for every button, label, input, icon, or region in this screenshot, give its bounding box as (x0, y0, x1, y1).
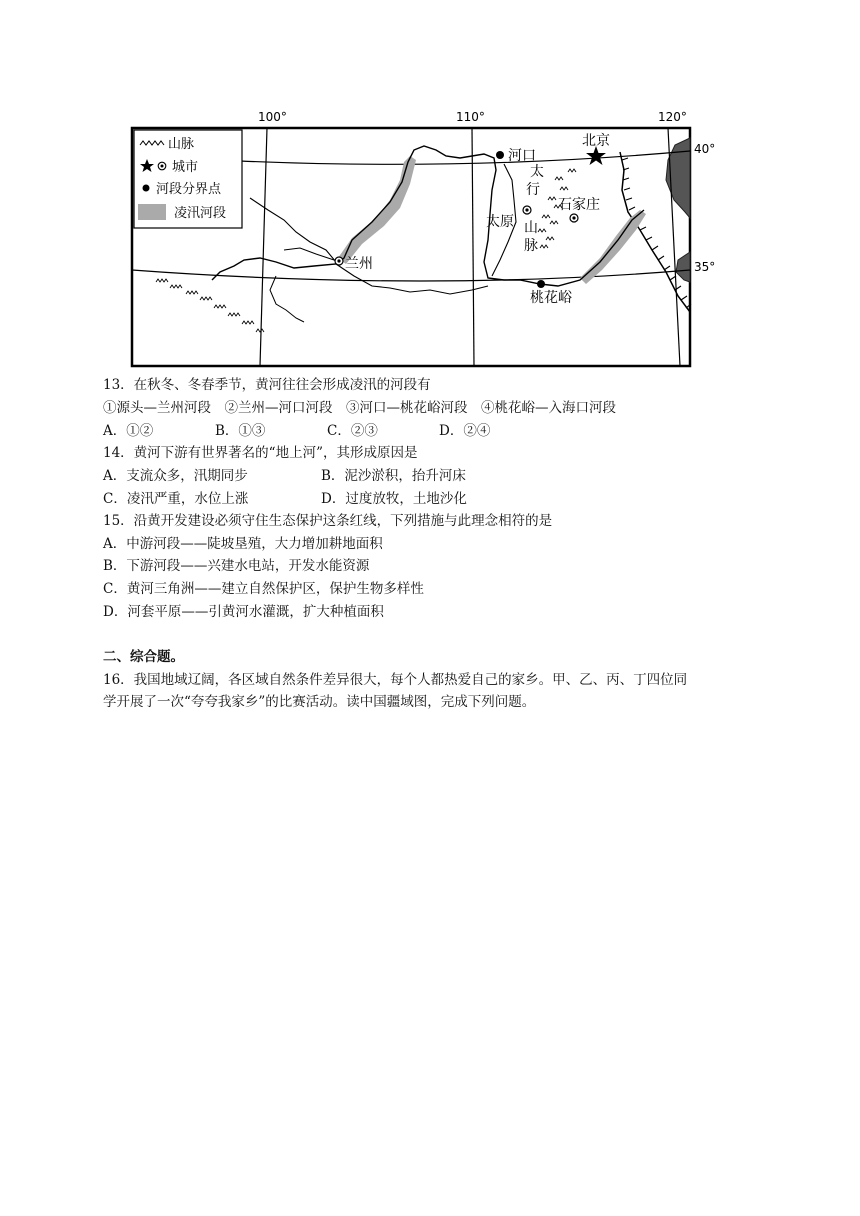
q14-option-a[interactable]: A．支流众多，汛期同步 (103, 468, 248, 484)
lanzhou-city-icon (335, 257, 343, 265)
q13-option-b[interactable]: B．①③ (215, 423, 266, 439)
label-taihang-2: 行 (526, 182, 540, 198)
longitude-label-110: 110° (456, 110, 485, 124)
yellow-river-map (100, 100, 720, 372)
shijiazhuang-city-icon (570, 214, 578, 222)
q13-option-a[interactable]: A．①② (103, 423, 154, 439)
question-14-stem: 14．黄河下游有世界著名的“地上河”，其形成原因是 (103, 445, 418, 461)
q15-option-b[interactable]: B．下游河段——兴建水电站，开发水能资源 (103, 558, 370, 574)
question-15-stem: 15．沿黄开发建设必须守住生态保护这条红线，下列措施与此理念相符的是 (103, 513, 553, 529)
hekou-point (496, 151, 504, 159)
q14-option-c[interactable]: C．凌汛严重，水位上涨 (103, 491, 249, 507)
legend-ice-jam-label: 凌汛河段 (174, 206, 227, 221)
label-lanzhou: 兰州 (345, 256, 373, 272)
question-13-options (103, 422, 490, 440)
question-16-line-2: 学开展了一次“夸夸我家乡”的比赛活动。读中国疆域图，完成下列问题。 (103, 694, 536, 710)
map-legend (134, 130, 242, 228)
label-taihang-4: 脉 (524, 238, 538, 254)
legend-mountain-label: 山脉 (168, 137, 195, 152)
q13-option-c[interactable]: C．②③ (327, 423, 378, 439)
latitude-label-40: 40° (694, 142, 716, 156)
section-2-title: 二、综合题。 (103, 649, 184, 665)
ice-jam-legend-swatch (138, 204, 166, 220)
label-taiyuan: 太原 (486, 214, 514, 230)
question-13-stem: 13．在秋冬、冬春季节，黄河往往会形成凌汛的河段有 (103, 377, 431, 393)
city-legend-icon (158, 162, 166, 170)
label-hekou: 河口 (508, 148, 536, 164)
q15-option-c[interactable]: C．黄河三角洲——建立自然保护区，保护生物多样性 (103, 581, 424, 597)
question-13-items: ①源头—兰州河段 ②兰州—河口河段 ③河口—桃花峪河段 ④桃花峪—入海口河段 (103, 400, 616, 416)
taohuayu-point (537, 280, 545, 288)
q14-option-d[interactable]: D．过度放牧，土地沙化 (321, 491, 467, 507)
q15-option-a[interactable]: A．中游河段——陡坡垦殖，大力增加耕地面积 (103, 536, 383, 552)
legend-city-label: 城市 (172, 160, 199, 175)
label-taohuayu: 桃花峪 (530, 290, 572, 306)
taiyuan-city-icon (523, 206, 531, 214)
question-14-options-row2 (103, 490, 467, 508)
label-beijing: 北京 (582, 133, 610, 149)
q15-option-d[interactable]: D．河套平原——引黄河水灌溉，扩大种植面积 (103, 604, 384, 620)
question-14-options-row1 (103, 467, 466, 485)
longitude-label-100: 100° (258, 110, 287, 124)
q14-option-b[interactable]: B．泥沙淤积，抬升河床 (321, 468, 466, 484)
question-16-line-1: 16．我国地域辽阔，各区域自然条件差异很大，每个人都热爱自己的家乡。甲、乙、丙、丁四位同 (103, 672, 688, 688)
longitude-label-120: 120° (658, 110, 687, 124)
latitude-label-35: 35° (694, 260, 716, 274)
label-taihang-1: 太 (530, 164, 544, 180)
legend-boundary-point-label: 河段分界点 (156, 182, 222, 197)
label-shijiazhuang: 石家庄 (558, 197, 600, 213)
q13-option-d[interactable]: D．②④ (439, 423, 491, 439)
boundary-point-legend-icon (143, 185, 150, 192)
label-taihang-3: 山 (524, 220, 538, 236)
